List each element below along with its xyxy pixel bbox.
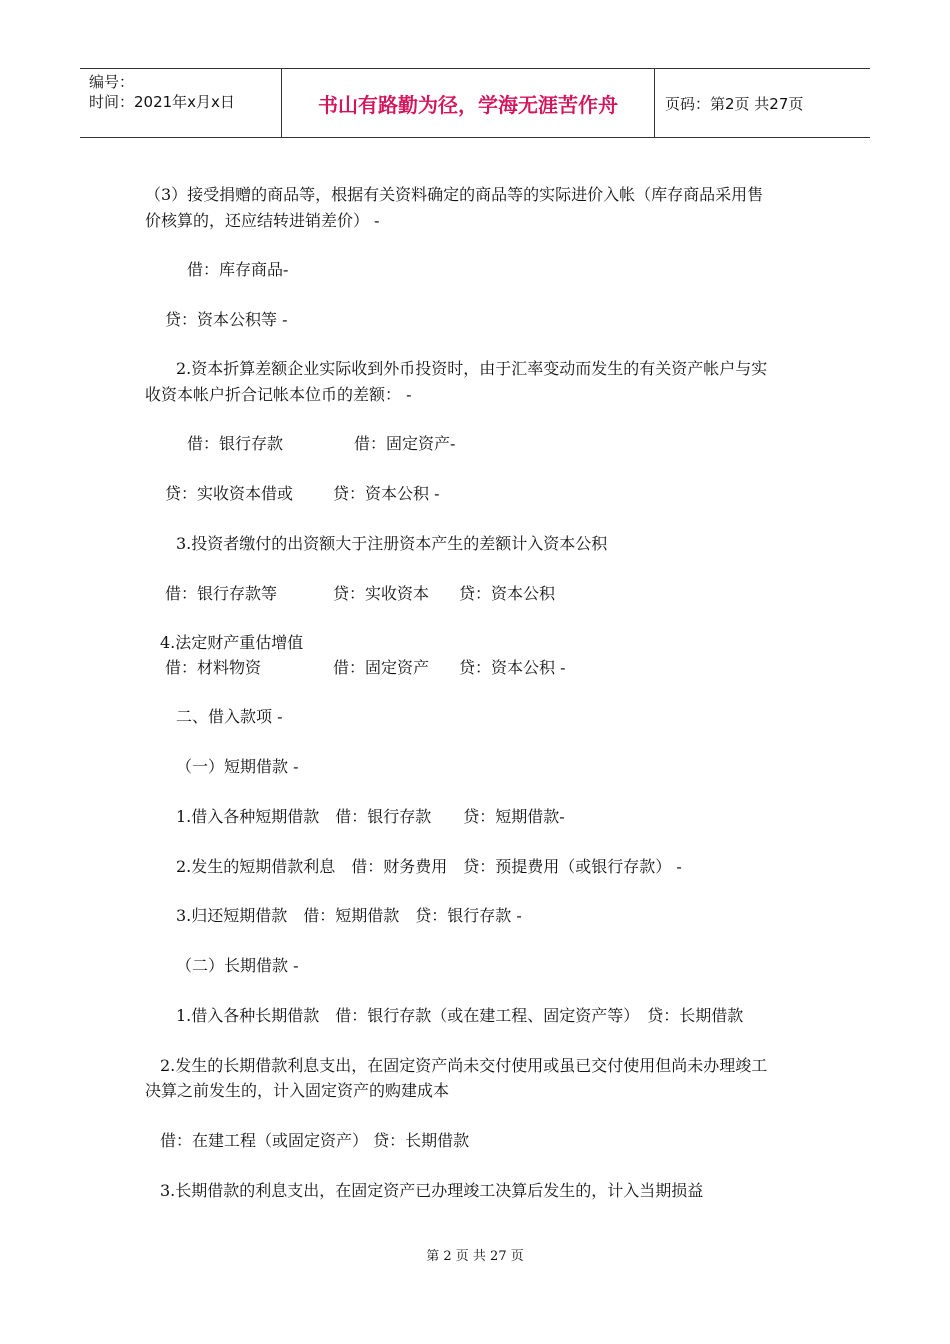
text-line: （3）接受捐赠的商品等，根据有关资料确定的商品等的实际进价入帐（库存商品采用售 (145, 185, 764, 204)
text-line: 贷：资本公积 - (459, 658, 566, 677)
header-meta (80, 69, 282, 137)
text-line: 收资本帐户折合记帐本位币的差额： - (145, 385, 412, 404)
text-line: 贷：资本公积等 - (165, 310, 288, 329)
text-line: 2.发生的短期借款利息 借：财务费用 贷：预提费用（或银行存款） - (176, 857, 682, 876)
text-line: 3.归还短期借款 借：短期借款 贷：银行存款 - (176, 906, 522, 925)
text-line: 价核算的，还应结转进销差价） - (145, 211, 380, 230)
text-line: 2.资本折算差额企业实际收到外币投资时，由于汇率变动而发生的有关资产帐户与实 (176, 359, 768, 378)
text-line: 贷：资本公积 (459, 584, 556, 603)
text-line: 3.长期借款的利息支出，在固定资产已办理竣工决算后发生的，计入当期损益 (160, 1181, 704, 1200)
page-header (80, 68, 870, 138)
text-line: 决算之前发生的，计入固定资产的购建成本 (145, 1081, 450, 1100)
document-number-label: 编号： (89, 73, 135, 91)
text-line: 2.发生的长期借款利息支出，在固定资产尚未交付使用或虽已交付使用但尚未办理竣工 (160, 1056, 768, 1075)
header-motto: 书山有路勤为径，学海无涯苦作舟 (282, 69, 655, 137)
header-page-info: 页码：第2页 共27页 (665, 94, 804, 113)
document-date: 时间：2021年x月x日 (89, 93, 235, 111)
text-line: 1.借入各种长期借款 借：银行存款（或在建工程、固定资产等） 贷：长期借款 (176, 1006, 744, 1025)
text-line: 贷：实收资本借或 (165, 484, 294, 503)
subsection-heading: （一）短期借款 - (176, 757, 299, 776)
text-line: 贷：实收资本 (333, 584, 430, 603)
page-footer: 第 2 页 共 27 页 (426, 1249, 524, 1264)
text-line: 3.投资者缴付的出资额大于注册资本产生的差额计入资本公积 (176, 534, 608, 553)
text-line: 借：库存商品- (187, 260, 289, 279)
text-line: 借：银行存款 (187, 434, 284, 453)
text-line: 4.法定财产重估增值 (160, 633, 304, 652)
text-line: 贷：资本公积 - (333, 484, 440, 503)
section-heading: 二、借入款项 - (176, 707, 283, 726)
subsection-heading: （二）长期借款 - (176, 956, 299, 975)
text-line: 借：在建工程（或固定资产） 贷：长期借款 (160, 1131, 470, 1150)
text-line: 借：固定资产 (333, 658, 430, 677)
text-line: 借：固定资产- (354, 434, 456, 453)
text-line: 1.借入各种短期借款 借：银行存款 贷：短期借款- (176, 807, 565, 826)
text-line: 借：银行存款等 (165, 584, 278, 603)
text-line: 借：材料物资 (165, 658, 262, 677)
